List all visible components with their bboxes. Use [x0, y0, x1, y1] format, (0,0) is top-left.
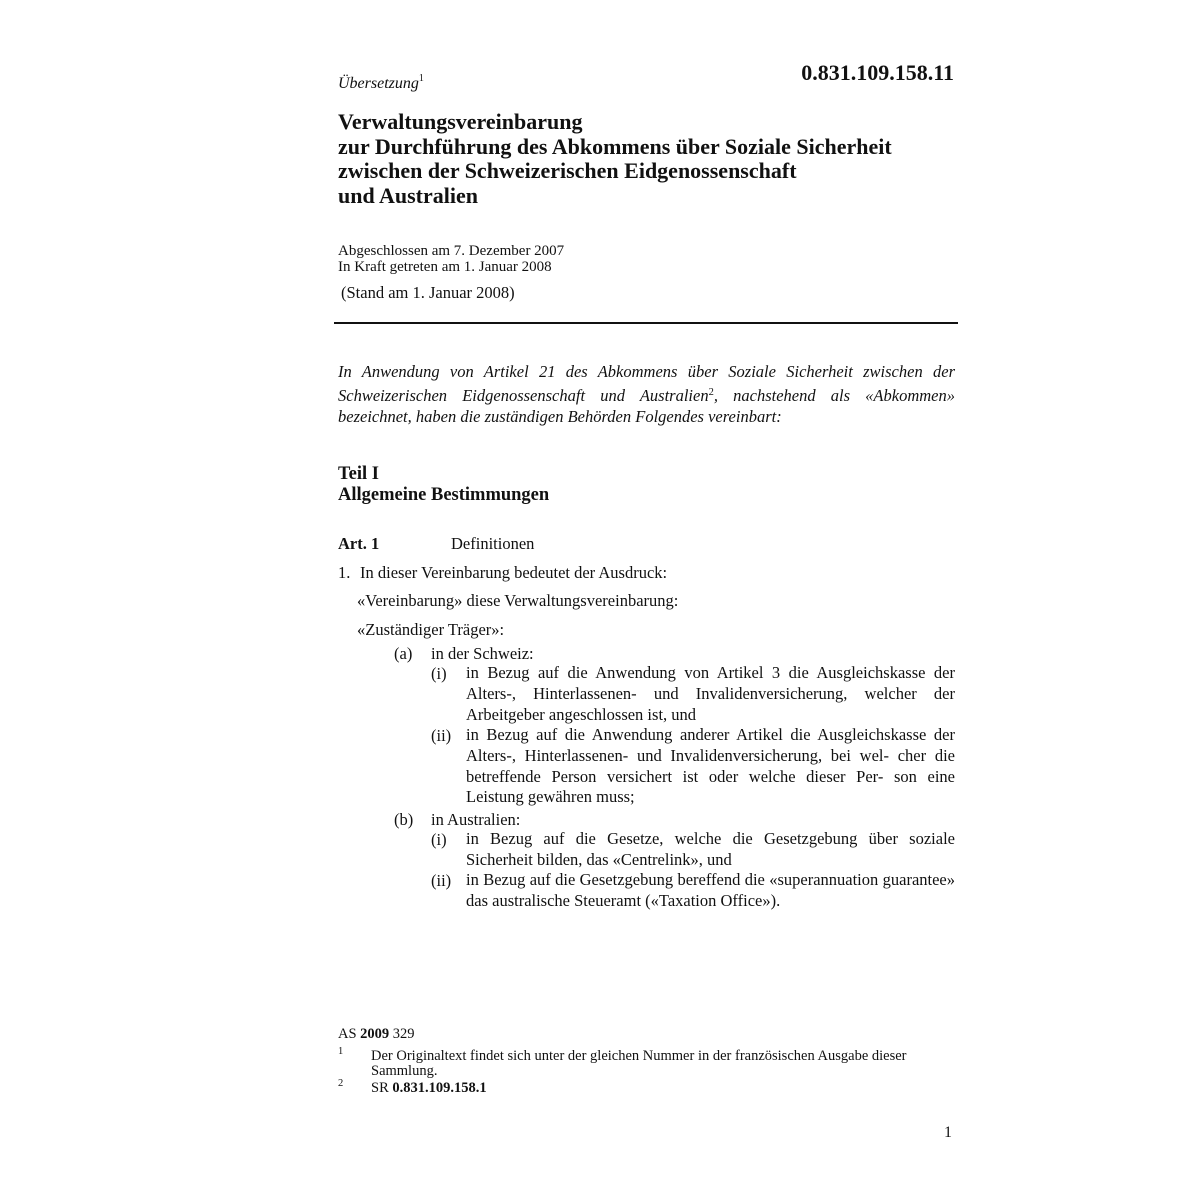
footnote-2-text: [371, 1081, 487, 1096]
item-a-ii-text: in Bezug auf die Anwendung anderer Artikel die Ausgleichskasse der Alters-, Hinterlassenen- und Invalidenversicherung, bei wel- cher die betreffende Person versichert ist oder welche dieser Per- son eine Leistung gewähren muss;: [466, 725, 955, 807]
definition-competent-institution: «Zuständiger Träger»:: [357, 620, 505, 639]
as-year: 2009: [360, 1026, 390, 1042]
footnote-ref-2: 2: [708, 387, 714, 398]
concluded-date: Abgeschlossen am 7. Dezember 2007: [338, 243, 565, 259]
item-a-label: (a): [394, 644, 413, 663]
document-meta: [338, 243, 564, 275]
footnote-2-prefix: SR: [371, 1080, 389, 1096]
para-1-number: 1.: [338, 563, 351, 582]
item-a-i-text: in Bezug auf die Anwendung von Artikel 3 die Ausgleichskasse der Alters-, Hinterlassenen- und Invalidenversicherung, welcher der Arbeitgeber angeschlossen ist, und: [466, 663, 955, 724]
title-line-3: zwischen der Schweizerischen Eidgenossenschaft: [338, 158, 797, 183]
in-force-date: In Kraft getreten am 1. Januar 2008: [338, 259, 552, 275]
article-number: Art. 1: [338, 534, 380, 553]
title-line-2: zur Durchführung des Abkommens über Soziale Sicherheit: [338, 133, 892, 159]
item-b-i-label: (i): [431, 830, 447, 849]
item-b-i-text: in Bezug auf die Gesetze, welche die Gesetzgebung über soziale Sicherheit bilden, das «Centrelink», und: [466, 829, 955, 869]
official-collection-ref: [338, 1026, 415, 1042]
item-a-ii-label: (ii): [431, 726, 452, 745]
header-divider: [334, 322, 958, 324]
translation-label: [338, 73, 424, 93]
footnote-1-text: Der Originaltext findet sich unter der gleichen Nummer in der französischen Ausgabe dieser Sammlung.: [371, 1048, 907, 1079]
definition-agreement: «Vereinbarung» diese Verwaltungsvereinbarung:: [357, 591, 679, 610]
footnote-ref-1: 1: [418, 73, 424, 84]
para-1-text: In dieser Vereinbarung bedeutet der Ausdruck:: [360, 563, 668, 582]
item-b-label: (b): [394, 810, 414, 829]
document-title: [338, 110, 978, 208]
footnote-2-mark: 2: [338, 1078, 344, 1089]
item-b-text: in Australien:: [431, 810, 521, 829]
preamble-text-1: In Anwendung von Artikel 21 des Abkommens über Soziale Sicherheit zwischen der Schweizerischen Eidgenossenschaft und Australien: [338, 362, 955, 405]
title-line-1: Verwaltungsvereinbarung: [338, 109, 583, 134]
preamble: [338, 361, 955, 427]
page-number: 1: [944, 1124, 952, 1141]
article-title: Definitionen: [451, 534, 535, 553]
footnote-2-ref: 0.831.109.158.1: [392, 1080, 487, 1096]
footnote-1-mark: 1: [338, 1046, 344, 1057]
sr-number: 0.831.109.158.11: [801, 60, 954, 85]
translation-label-text: Übersetzung: [338, 75, 419, 92]
part-label: Teil I: [338, 464, 379, 484]
item-b-ii-text: in Bezug auf die Gesetzgebung bereffend die «superannuation guarantee» das australische Steueramt («Taxation Office»).: [466, 870, 955, 910]
item-b-ii-label: (ii): [431, 871, 452, 890]
article-heading: [338, 534, 534, 554]
as-page: 329: [392, 1026, 415, 1042]
part-title: Allgemeine Bestimmungen: [338, 485, 550, 505]
part-heading: [338, 464, 549, 506]
item-a-text: in der Schweiz:: [431, 644, 534, 663]
title-line-4: und Australien: [338, 182, 478, 208]
status-date: (Stand am 1. Januar 2008): [341, 283, 515, 302]
preamble-text-2: , nachstehend als «Abkommen» bezeichnet, haben die zuständigen Behörden Folgendes vereinbart:: [338, 386, 955, 426]
item-a-i-label: (i): [431, 664, 447, 683]
as-prefix: AS: [338, 1026, 357, 1042]
